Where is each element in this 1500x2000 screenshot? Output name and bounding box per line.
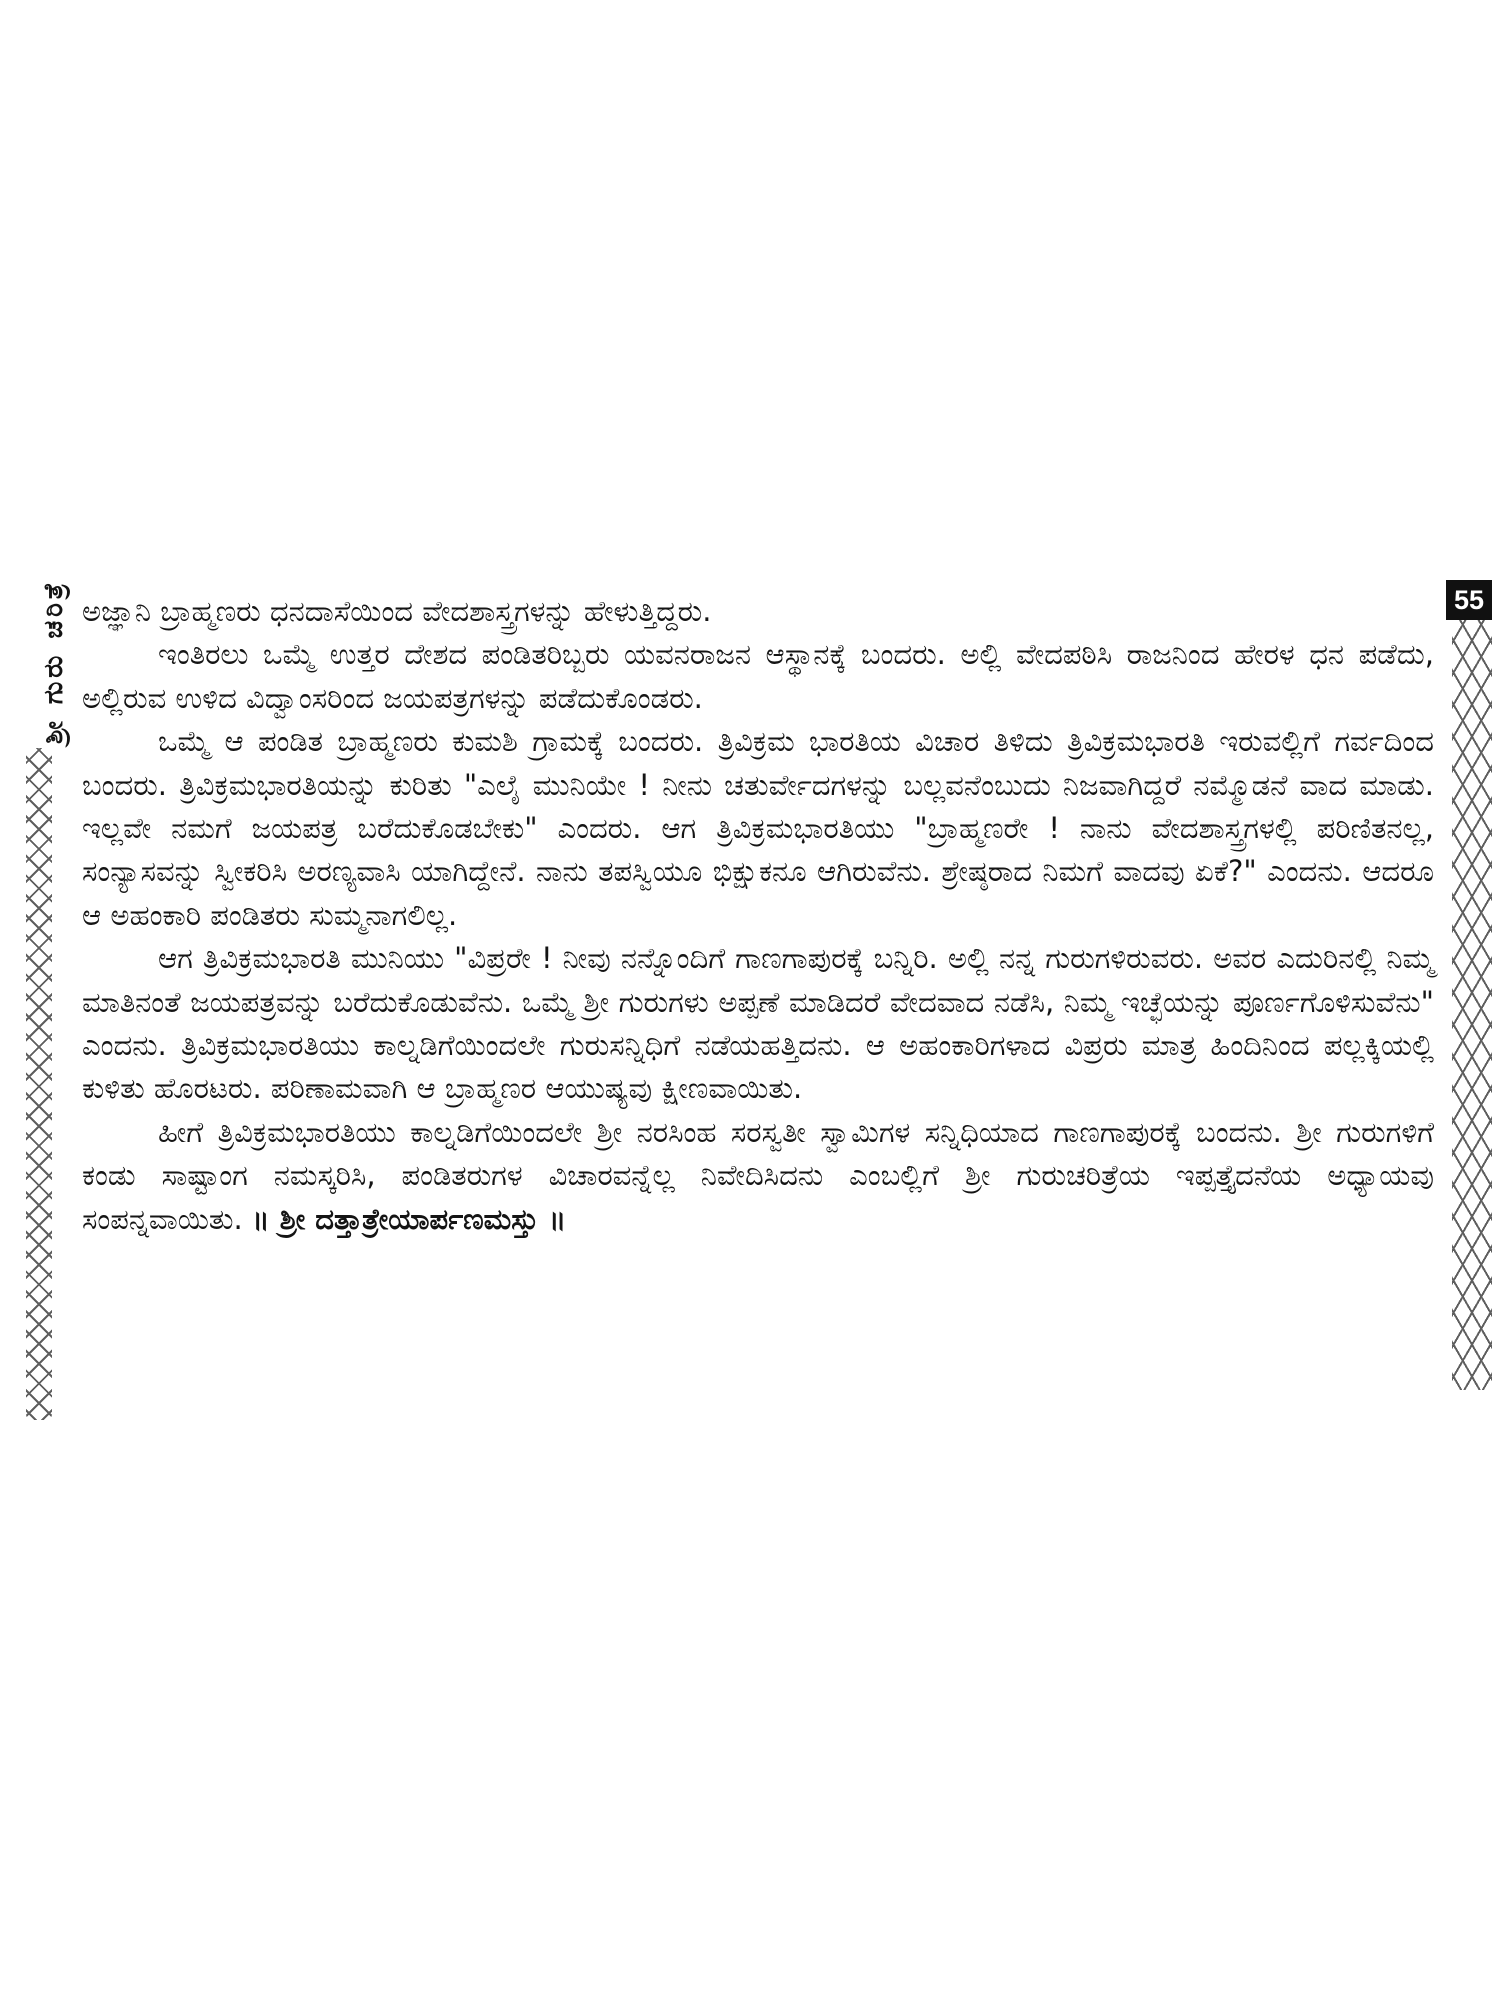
closing-line: ॥ ಶ್ರೀ ದತ್ತಾತ್ರೇಯಾರ್ಪಣಮಸ್ತು ॥ xyxy=(251,1201,567,1236)
right-ornamental-border xyxy=(1452,620,1492,1390)
paragraph-5-text: ಹೀಗೆ ತ್ರಿವಿಕ್ರಮಭಾರತಿಯು ಕಾಲ್ನಡಿಗೆಯಿಂದಲೇ ಶ್ರೀ ನರಸಿಂಹ ಸರಸ್ವತೀ ಸ್ವಾಮಿಗಳ ಸನ್ನಿಧಿಯಾದ ಗಾಣಗಾಪುರಕ್ಕೆ ಬಂದನು. ಶ್ರೀ ಗುರುಗಳಿಗೆ ಕಂಡು ಸಾಷ್ಟಾಂಗ ನಮಸ್ಕರಿಸಿ, ಪಂಡಿತರುಗಳ ವಿಚಾರವನ್ನೆಲ್ಲ ನಿವೇದಿಸಿದನು ಎಂಬಲ್ಲಿಗೆ ಶ್ರೀ ಗುರುಚರಿತ್ರೆಯ ಇಪ್ಪತ್ತೈದನೆಯ ಅಧ್ಯಾಯವು ಸಂಪನ್ನವಾಯಿತು. xyxy=(82,1114,1434,1236)
paragraph-1: ಅಜ್ಞಾನಿ ಬ್ರಾಹ್ಮಣರು ಧನದಾಸೆಯಿಂದ ವೇದಶಾಸ್ತ್ರಗಳನ್ನು ಹೇಳುತ್ತಿದ್ದರು. xyxy=(82,594,712,628)
page-number: 55 xyxy=(1446,580,1492,620)
paragraph-5 xyxy=(82,1111,1434,1241)
paragraph-4: ಆಗ ತ್ರಿವಿಕ್ರಮಭಾರತಿ ಮುನಿಯು "ವಿಪ್ರರೇ ! ನೀವು ನನ್ನೊಂದಿಗೆ ಗಾಣಗಾಪುರಕ್ಕೆ ಬನ್ನಿರಿ. ಅಲ್ಲಿ ನನ್ನ ಗುರುಗಳಿರುವರು. ಅವರ ಎದುರಿನಲ್ಲಿ ನಿಮ್ಮ ಮಾತಿನಂತೆ ಜಯಪತ್ರವನ್ನು ಬರೆದುಕೊಡುವೆನು. ಒಮ್ಮೆ ಶ್ರೀ ಗುರುಗಳು ಅಪ್ಪಣೆ ಮಾಡಿದರೆ ವೇದವಾದ ನಡೆಸಿ, ನಿಮ್ಮ ಇಚ್ಛೆಯನ್ನು ಪೂರ್ಣಗೊಳಿಸುವೆನು" ಎಂದನು. ತ್ರಿವಿಕ್ರಮಭಾರತಿಯು ಕಾಲ್ನಡಿಗೆಯಿಂದಲೇ ಗುರುಸನ್ನಿಧಿಗೆ ನಡೆಯಹತ್ತಿದನು. ಆ ಅಹಂಕಾರಿಗಳಾದ ವಿಪ್ರರು ಮಾತ್ರ ಹಿಂದಿನಿಂದ ಪಲ್ಲಕ್ಕಿಯಲ್ಲಿ ಕುಳಿತು ಹೊರಟರು. ಪರಿಣಾಮವಾಗಿ ಆ ಬ್ರಾಹ್ಮಣರ ಆಯುಷ್ಯವು ಕ್ಷೀಣವಾಯಿತು. xyxy=(82,941,1434,1106)
left-border-pattern xyxy=(26,748,52,1420)
running-header: ಶ್ರೀ ಗುರು ಚರಿತ್ರೆ xyxy=(39,579,69,744)
body-text xyxy=(82,590,1434,1241)
left-ornamental-border xyxy=(22,579,69,1420)
paragraph-3: ಒಮ್ಮೆ ಆ ಪಂಡಿತ ಬ್ರಾಹ್ಮಣರು ಕುಮಶಿ ಗ್ರಾಮಕ್ಕೆ ಬಂದರು. ತ್ರಿವಿಕ್ರಮ ಭಾರತಿಯ ವಿಚಾರ ತಿಳಿದು ತ್ರಿವಿಕ್ರಮಭಾರತಿ ಇರುವಲ್ಲಿಗೆ ಗರ್ವದಿಂದ ಬಂದರು. ತ್ರಿವಿಕ್ರಮಭಾರತಿಯನ್ನು ಕುರಿತು "ಎಲೈ ಮುನಿಯೇ ! ನೀನು ಚತುರ್ವೇದಗಳನ್ನು ಬಲ್ಲವನೆಂಬುದು ನಿಜವಾಗಿದ್ದರೆ ನಮ್ಮೊಡನೆ ವಾದ ಮಾಡು. ಇಲ್ಲವೇ ನಮಗೆ ಜಯಪತ್ರ ಬರೆದುಕೊಡಬೇಕು" ಎಂದರು. ಆಗ ತ್ರಿವಿಕ್ರಮಭಾರತಿಯು "ಬ್ರಾಹ್ಮಣರೇ ! ನಾನು ವೇದಶಾಸ್ತ್ರಗಳಲ್ಲಿ ಪರಿಣಿತನಲ್ಲ, ಸಂನ್ಯಾಸವನ್ನು ಸ್ವೀಕರಿಸಿ ಅರಣ್ಯವಾಸಿ ಯಾಗಿದ್ದೇನೆ. ನಾನು ತಪಸ್ವಿಯೂ ಭಿಕ್ಷುಕನೂ ಆಗಿರುವೆನು. ಶ್ರೇಷ್ಠರಾದ ನಿಮಗೆ ವಾದವು ಏಕೆ?" ಎಂದನು. ಆದರೂ ಆ ಅಹಂಕಾರಿ ಪಂಡಿತರು ಸುಮ್ಮನಾಗಲಿಲ್ಲ. xyxy=(82,724,1434,932)
paragraph-2: ಇಂತಿರಲು ಒಮ್ಮೆ ಉತ್ತರ ದೇಶದ ಪಂಡಿತರಿಬ್ಬರು ಯವನರಾಜನ ಆಸ್ಥಾನಕ್ಕೆ ಬಂದರು. ಅಲ್ಲಿ ವೇದಪಠಿಸಿ ರಾಜನಿಂದ ಹೇರಳ ಧನ ಪಡೆದು, ಅಲ್ಲಿರುವ ಉಳಿದ ವಿದ್ವಾಂಸರಿಂದ ಜಯಪತ್ರಗಳನ್ನು ಪಡೆದುಕೊಂಡರು. xyxy=(82,637,1434,715)
